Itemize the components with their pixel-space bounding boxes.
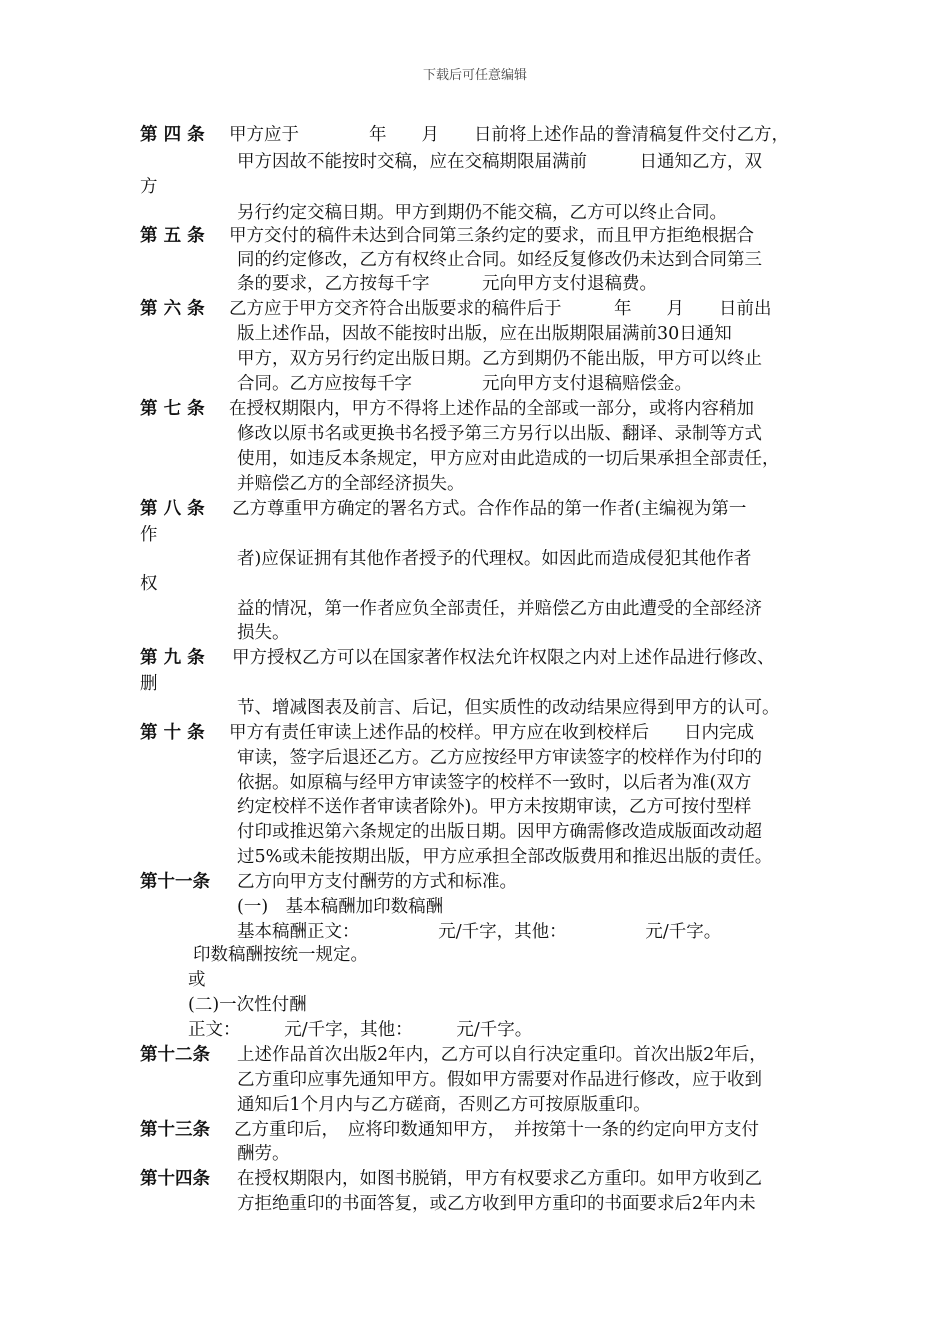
article-12-label: 第十二条 [140,1045,210,1065]
article-12-line: 上述作品首次出版2年内，乙方可以自行决定重印。首次出版2年后， [237,1045,767,1065]
article-10-line: 依据。如原稿与经甲方审读签字的校样不一致时，以后者为准(双方 [237,773,752,793]
article-5-line: 甲方交付的稿件未达到合同第三条约定的要求，而且甲方拒绝根据合 [229,226,754,246]
article-8-line: 作 [140,525,158,545]
article-11-line: (一) 基本稿酬加印数稿酬 [237,897,444,917]
article-12-line: 通知后1个月内与乙方磋商，否则乙方可按原版重印。 [237,1095,651,1115]
article-4-line: 另行约定交稿日期。甲方到期仍不能交稿，乙方可以终止合同。 [237,203,727,223]
article-7-line: 使用，如违反本条规定，甲方应对由此造成的一切后果承担全部责任， [237,449,780,469]
article-11-line: 印数稿酬按统一规定。 [193,945,368,965]
header-note: 下载后可任意编辑 [422,68,527,83]
article-5-label: 第 五 条 [140,226,205,246]
article-13-line: 乙方重印后， 应将印数通知甲方， 并按第十一条的约定向甲方支付 [234,1120,759,1140]
article-9-line: 甲方授权乙方可以在国家著作权法允许权限之内对上述作品进行修改、 [232,648,775,668]
article-11-line: (二)一次性付酬 [188,995,307,1015]
article-10-line: 约定校样不送作者审读者除外)。甲方未按期审读，乙方可按付型样 [237,797,752,817]
article-5-line: 同的约定修改，乙方有权终止合同。如经反复修改仍未达到合同第三 [237,250,762,270]
article-6-line: 合同。乙方应按每千字 元向甲方支付退稿赔偿金。 [237,374,692,394]
article-6-line: 乙方应于甲方交齐符合出版要求的稿件后于 年 月 日前出 [229,299,772,319]
article-13-line: 酬劳。 [237,1144,290,1164]
article-9-line: 删 [140,674,158,694]
article-4-line: 甲方因故不能按时交稿，应在交稿期限届满前 日通知乙方，双 [237,152,762,172]
article-4-label: 第 四 条 [140,125,205,145]
article-12-line: 乙方重印应事先通知甲方。假如甲方需要对作品进行修改，应于收到 [237,1070,762,1090]
article-8-label: 第 八 条 [140,499,205,519]
article-8-line: 损失。 [237,623,290,643]
article-4-line: 方 [140,177,158,197]
article-10-label: 第 十 条 [140,723,205,743]
article-6-line: 版上述作品，因故不能按时出版，应在出版期限届满前30日通知 [237,324,732,344]
article-6-label: 第 六 条 [140,299,205,319]
article-10-line: 甲方有责任审读上述作品的校样。甲方应在收到校样后 日内完成 [229,723,754,743]
article-9-line: 节、增减图表及前言、后记，但实质性的改动结果应得到甲方的认可。 [237,698,780,718]
article-11-line: 正文： 元/千字，其他： 元/千字。 [188,1020,533,1040]
article-8-line: 乙方尊重甲方确定的署名方式。合作作品的第一作者(主编视为第一 [232,499,747,519]
article-4-line: 甲方应于 年 月 日前将上述作品的誊清稿复件交付乙方， [229,125,789,145]
article-11-label: 第十一条 [140,872,210,892]
article-11-line: 或 [188,970,206,990]
article-11-line: 基本稿酬正文： 元/千字，其他： 元/千字。 [237,922,722,942]
article-14-label: 第十四条 [140,1169,210,1189]
article-11-line: 乙方向甲方支付酬劳的方式和标准。 [237,872,517,892]
article-10-line: 审读，签字后退还乙方。乙方应按经甲方审读签字的校样作为付印的 [237,748,762,768]
article-5-line: 条的要求，乙方按每千字 元向甲方支付退稿费。 [237,274,657,294]
article-7-line: 在授权期限内，甲方不得将上述作品的全部或一部分，或将内容稍加 [229,399,754,419]
article-10-line: 付印或推迟第六条规定的出版日期。因甲方确需修改造成版面改动超 [237,822,762,842]
article-7-line: 并赔偿乙方的全部经济损失。 [237,474,465,494]
article-14-line: 方拒绝重印的书面答复，或乙方收到甲方重印的书面要求后2年内未 [237,1194,756,1214]
article-14-line: 在授权期限内，如图书脱销，甲方有权要求乙方重印。如甲方收到乙 [237,1169,762,1189]
article-9-label: 第 九 条 [140,648,205,668]
article-7-label: 第 七 条 [140,399,205,419]
article-13-label: 第十三条 [140,1120,210,1140]
article-7-line: 修改以原书名或更换书名授予第三方另行以出版、翻译、录制等方式 [237,424,762,444]
article-8-line: 者)应保证拥有其他作者授予的代理权。如因此而造成侵犯其他作者 [237,549,752,569]
article-8-line: 益的情况，第一作者应负全部责任，并赔偿乙方由此遭受的全部经济 [237,599,762,619]
article-10-line: 过5%或未能按期出版，甲方应承担全部改版费用和推迟出版的责任。 [237,847,773,867]
article-8-line: 权 [140,574,158,594]
article-6-line: 甲方，双方另行约定出版日期。乙方到期仍不能出版，甲方可以终止 [237,349,762,369]
